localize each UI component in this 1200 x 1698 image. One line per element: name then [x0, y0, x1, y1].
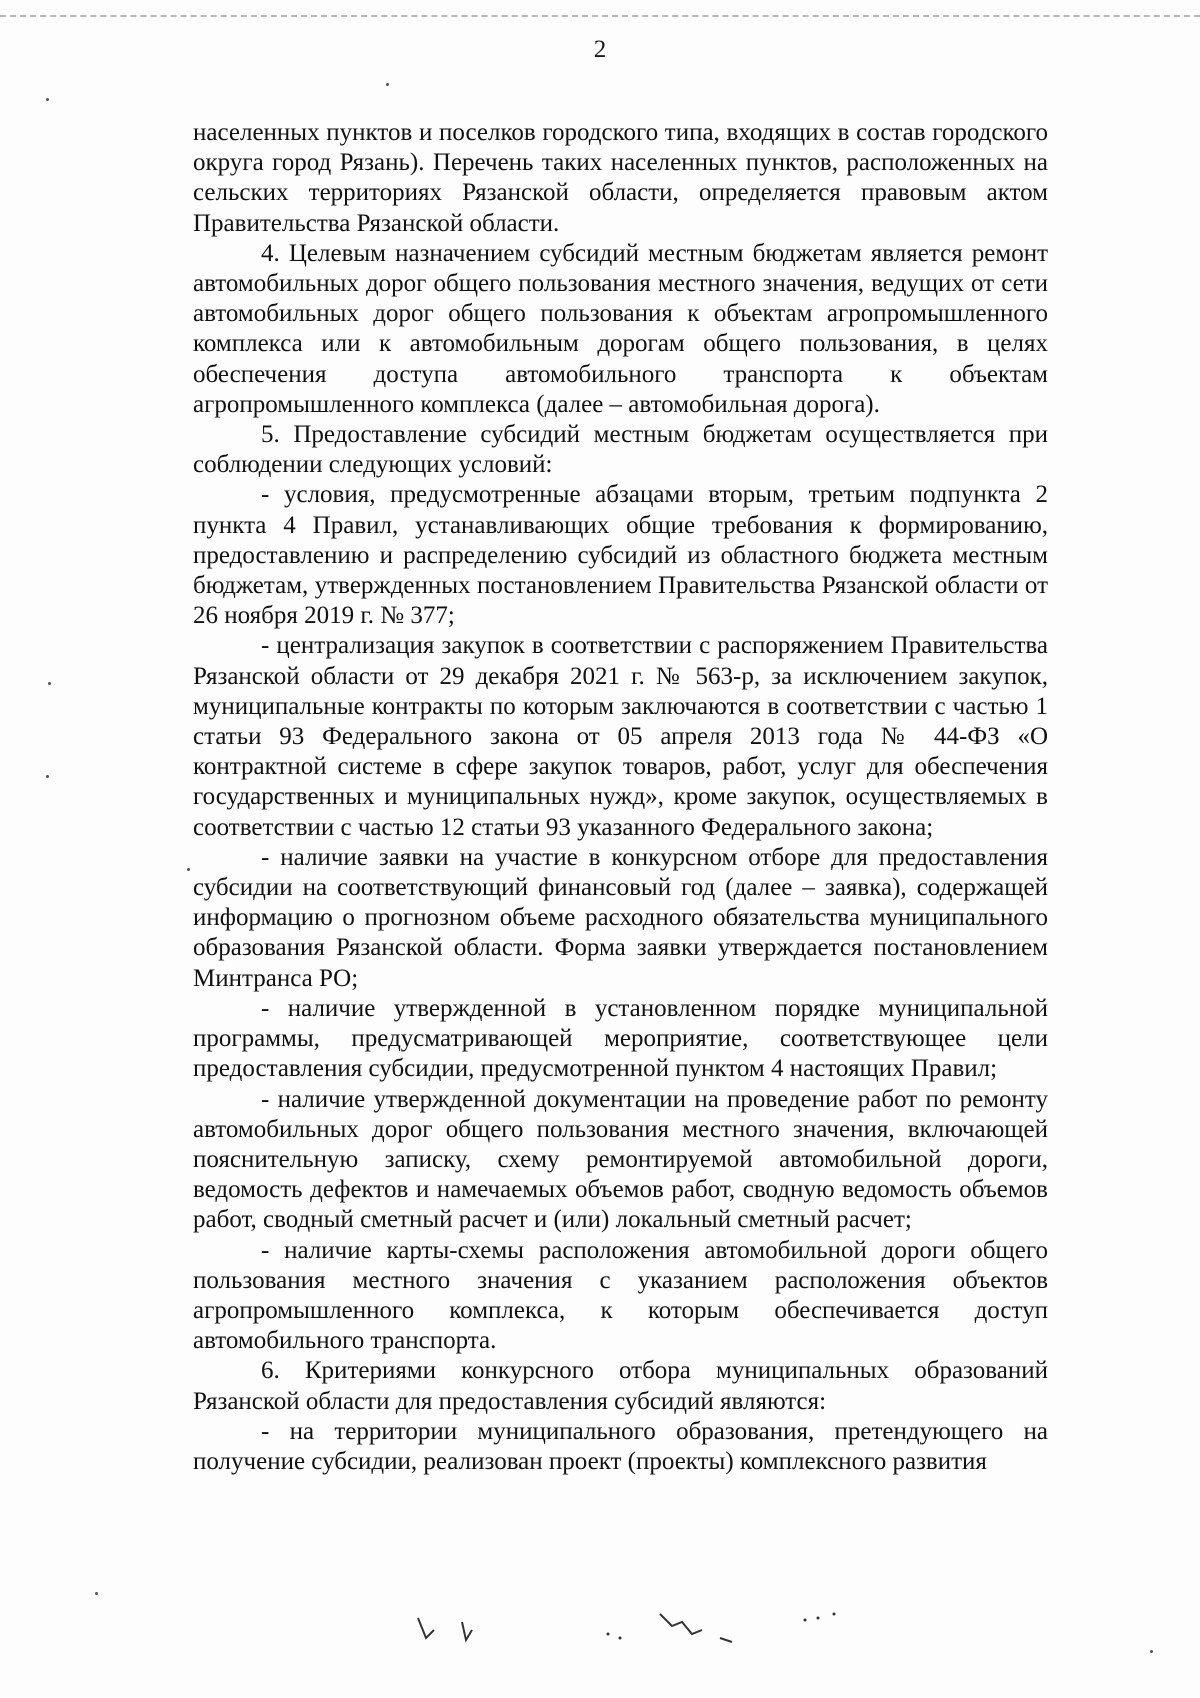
- paragraph-item-5: 5. Предоставление субсидий местным бюджетам осуществляется при соблюдении следующих условий:: [193, 421, 1048, 479]
- condition-centralized-procurement: - централизация закупок в соответствии с распоряжением Правительства Рязанской области от 29 декабря 2021 г. № 563-р, за исключением закупок, муниципальные контракты по которым заключаются в соответствии с частью 1 статьи 93 Федерального закона от 05 апреля 2013 года № 44-ФЗ «О контрактной системе в сфере закупок товаров, работ, услуг для обеспечения государственных и муниципальных нужд», кроме закупок, осуществляемых в соответствии с частью 12 статьи 93 указанного Федерального закона;: [193, 632, 1048, 841]
- document-body: [193, 118, 1048, 1477]
- scan-speck: [386, 83, 389, 86]
- paragraph-continuation: населенных пунктов и поселков городского типа, входящих в состав городского округа город Рязань). Перечень таких населенных пунктов, расположенных на сельских территориях Рязанской области, определяется правовым актом Правительства Рязанской области.: [193, 119, 1048, 237]
- scan-speck: [187, 868, 190, 871]
- condition-general-requirements: - условия, предусмотренные абзацами вторым, третьим подпункта 2 пункта 4 Правил, устанавливающих общие требования к формированию, предоставлению и распределению субсидий из областного бюджета местным бюджетам, утвержденных постановлением Правительства Рязанской области от 26 ноября 2019 г. № 377;: [193, 481, 1048, 630]
- scan-speck: [46, 775, 49, 778]
- page-number: 2: [593, 36, 607, 63]
- paragraph-item-6: 6. Критериями конкурсного отбора муниципальных образований Рязанской области для предоставления субсидий являются:: [193, 1357, 1048, 1415]
- condition-municipal-program: - наличие утвержденной в установленном порядке муниципальной программы, предусматривающей мероприятие, соответствующее цели предоставления субсидии, предусмотренной пунктом 4 настоящих Правил;: [193, 994, 1048, 1083]
- scan-speck: [1150, 1650, 1153, 1653]
- signature-marks: [410, 1600, 870, 1650]
- condition-application: - наличие заявки на участие в конкурсном отборе для предоставления субсидии на соответствующий финансовый год (далее – заявка), содержащей информацию о прогнозном объеме расходного обязательства муниципального образования Рязанской области. Форма заявки утверждается постановлением Минтранса РО;: [193, 843, 1048, 992]
- scan-speck: [46, 98, 49, 101]
- criterion-integrated-development: - на территории муниципального образования, претендующего на получение субсидии, реализован проект (проекты) комплексного развития: [193, 1417, 1048, 1475]
- scan-speck: [48, 682, 51, 685]
- condition-documentation: - наличие утвержденной документации на проведение работ по ремонту автомобильных дорог общего пользования местного значения, включающей пояснительную записку, схему ремонтируемой автомобильной дороги, ведомость дефектов и намечаемых объемов работ, сводную ведомость объемов работ, сводный сметный расчет и (или) локальный сметный расчет;: [193, 1085, 1048, 1234]
- scan-top-edge: [0, 15, 1200, 17]
- scan-speck: [95, 1592, 98, 1595]
- condition-map-scheme: - наличие карты-схемы расположения автомобильной дороги общего пользования местного значения с указанием расположения объектов агропромышленного комплекса, к которым обеспечивается доступ автомобильного транспорта.: [193, 1236, 1048, 1355]
- paragraph-item-4: 4. Целевым назначением субсидий местным бюджетам является ремонт автомобильных дорог общего пользования местного значения, ведущих от сети автомобильных дорог общего пользования к объектам агропромышленного комплекса или к автомобильным дорогам общего пользования, в целях обеспечения доступа автомобильного транспорта к объектам агропромышленного комплекса (далее – автомобильная дорога).: [193, 239, 1048, 418]
